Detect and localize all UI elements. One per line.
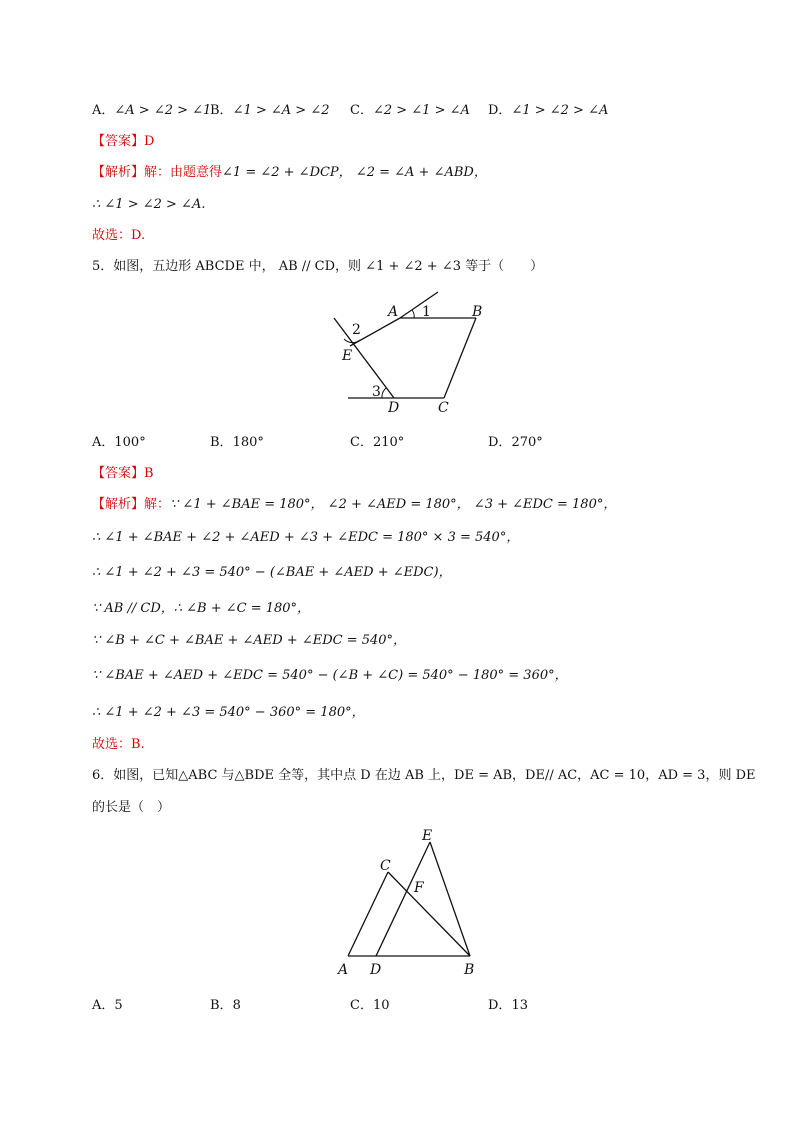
q5-label-c: C bbox=[438, 400, 449, 416]
q6-option-d: D．13 bbox=[488, 998, 528, 1013]
q5-label-2: 2 bbox=[352, 322, 361, 338]
q5-option-c: C．210° bbox=[350, 435, 405, 450]
q6-option-b: B．8 bbox=[210, 998, 241, 1013]
q4-options bbox=[92, 102, 732, 120]
q5-step-3: ∵ AB // CD，∴ ∠B + ∠C = 180°， bbox=[92, 601, 311, 616]
q4-choose: 故选：D. bbox=[92, 228, 146, 243]
q4-analysis: 【解析】解：由题意得∠1 = ∠2 + ∠DCP， ∠2 = ∠A + ∠ABD， bbox=[92, 165, 487, 180]
q4-step: ∴ ∠1 > ∠2 > ∠A. bbox=[92, 197, 206, 212]
q6-stem-line1: 6．如图，已知△ABC 与△BDE 全等，其中点 D 在边 AB 上，DE = AB，DE// AC，AC = 10，AD = 3，则 DE bbox=[92, 768, 756, 783]
q6-label-b: B bbox=[464, 962, 475, 978]
q5-label-d: D bbox=[388, 400, 400, 416]
q5-answer: 【答案】B bbox=[92, 466, 154, 481]
q6-options bbox=[92, 997, 732, 1015]
q5-label-e: E bbox=[342, 348, 353, 364]
q5-option-d: D．270° bbox=[488, 435, 543, 450]
q5-option-b: B．180° bbox=[210, 435, 264, 450]
q5-option-a: A．100° bbox=[92, 435, 146, 450]
q4-answer: 【答案】D bbox=[92, 134, 155, 149]
q6-label-d: D bbox=[370, 962, 382, 978]
q5-stem: 5．如图，五边形 ABCDE 中， AB // CD，则 ∠1 + ∠2 + ∠3 等于（ ） bbox=[92, 259, 544, 274]
q5-step-4: ∵ ∠B + ∠C + ∠BAE + ∠AED + ∠EDC = 540°， bbox=[92, 633, 407, 648]
q5-step-2: ∴ ∠1 + ∠2 + ∠3 = 540° − (∠BAE + ∠AED + ∠EDC)， bbox=[92, 565, 452, 580]
q5-pentagon-figure bbox=[330, 288, 500, 418]
q6-option-c: C．10 bbox=[350, 998, 390, 1013]
q5-angle-3-arc bbox=[382, 388, 386, 398]
q5-choose: 故选：B. bbox=[92, 737, 145, 752]
q4-option-d: D．∠1 > ∠2 > ∠A bbox=[488, 103, 609, 118]
q6-segment-cb bbox=[388, 872, 470, 956]
q5-step-6: ∴ ∠1 + ∠2 + ∠3 = 540° − 360° = 180°， bbox=[92, 705, 365, 720]
q5-options bbox=[92, 434, 732, 452]
q6-label-e: E bbox=[422, 828, 433, 844]
q5-label-b: B bbox=[472, 304, 483, 320]
q6-triangles-figure bbox=[330, 828, 490, 983]
q6-label-f: F bbox=[414, 880, 424, 896]
q4-option-a: A．∠A > ∠2 > ∠1 bbox=[92, 103, 212, 118]
q5-step-5: ∵ ∠BAE + ∠AED + ∠EDC = 540° − (∠B + ∠C) = 540° − 180° = 360°， bbox=[92, 668, 568, 683]
q4-option-c: C．∠2 > ∠1 > ∠A bbox=[350, 103, 470, 118]
q5-side-bc bbox=[444, 318, 476, 398]
q5-label-a: A bbox=[388, 304, 399, 320]
q6-label-c: C bbox=[380, 858, 391, 874]
q6-option-a: A．5 bbox=[92, 998, 123, 1013]
q5-analysis: 【解析】解：∵ ∠1 + ∠BAE = 180°， ∠2 + ∠AED = 180°， ∠3 + ∠EDC = 180°， bbox=[92, 497, 617, 512]
q4-option-b: B．∠1 > ∠A > ∠2 bbox=[210, 103, 330, 118]
q5-ray-from-a bbox=[400, 292, 438, 318]
q6-label-a: A bbox=[338, 962, 349, 978]
q5-angle-1-arc bbox=[412, 310, 414, 318]
q6-segment-eb bbox=[430, 842, 470, 956]
q5-label-1: 1 bbox=[422, 304, 431, 320]
q5-label-3: 3 bbox=[372, 384, 381, 400]
q6-stem-line2: 的长是（ ） bbox=[92, 800, 171, 815]
q5-step-1: ∴ ∠1 + ∠BAE + ∠2 + ∠AED + ∠3 + ∠EDC = 180° × 3 = 540°， bbox=[92, 530, 520, 545]
